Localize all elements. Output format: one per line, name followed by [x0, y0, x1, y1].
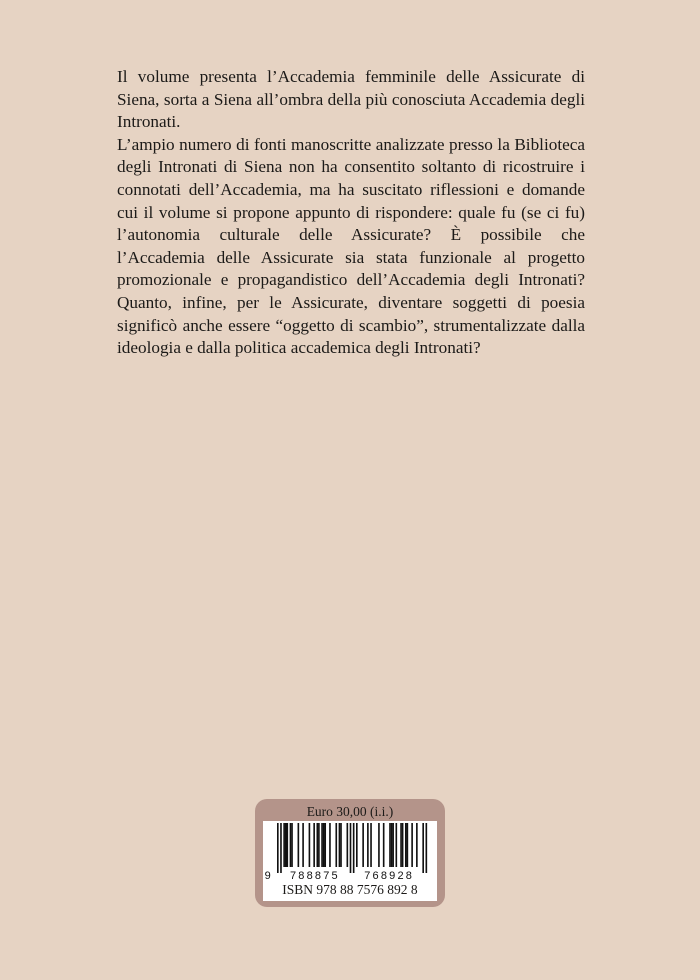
blurb-paragraph-2: L’ampio numero di fonti manoscritte analizzate presso la Biblioteca degli Intronati di Siena non ha consentito soltanto di ricostruire i connotati dell’Accademia, ma ha suscitato riflessioni e domande cui il volume si propone appunto di rispondere: quale fu (se ci fu) l’autonomia culturale delle Assicurate? È possibile che l’Accademia delle Assicurate sia stata funzionale al progetto promozionale e propagandistico dell’Accademia degli Intronati? Quanto, infine, per le Assicurate, diventare soggetti di poesia significò anche essere “oggetto di scambio”, strumentalizzate dalla ideologia e dalla politica accademica degli Intronati? — [117, 134, 585, 358]
barcode-bar — [340, 823, 342, 867]
barcode-bar — [286, 823, 288, 867]
barcode-bar — [291, 823, 293, 867]
barcode-bar — [290, 823, 292, 867]
barcode-guard-bar — [277, 823, 279, 873]
barcode-bar — [318, 823, 320, 867]
barcode-guard-bar — [353, 823, 355, 873]
barcode-bar — [283, 823, 285, 867]
barcode-bar — [335, 823, 337, 867]
barcode-bar — [416, 823, 418, 867]
barcode-bar — [329, 823, 331, 867]
barcode-bar — [392, 823, 394, 867]
barcode-bar — [339, 823, 341, 867]
barcode-bar — [396, 823, 398, 867]
barcode-guard-bar — [350, 823, 352, 873]
barcode-bar — [323, 823, 325, 867]
barcode-bar — [347, 823, 349, 867]
barcode-lead-digit: 9 — [264, 870, 273, 882]
barcode-left-digits: 788875 — [289, 870, 340, 882]
barcode-bar — [400, 823, 402, 867]
barcode-bar — [309, 823, 311, 867]
barcode-bar — [370, 823, 372, 867]
barcode-panel — [263, 821, 437, 901]
price-barcode-box — [255, 799, 445, 907]
barcode-bar — [313, 823, 315, 867]
barcode-right-digits: 768928 — [364, 870, 415, 882]
barcode-bar — [389, 823, 391, 867]
barcode-bar — [302, 823, 304, 867]
isbn-label: ISBN 978 88 7576 892 8 — [282, 882, 418, 897]
barcode-bar — [362, 823, 364, 867]
barcode-bar — [391, 823, 393, 867]
barcode-bar — [321, 823, 323, 867]
blurb-paragraph-1: Il volume presenta l’Accademia femminile delle Assicurate di Siena, sorta a Siena all’ombra della più conosciuta Accademia degli Intronati. — [117, 67, 585, 132]
barcode-bar — [405, 823, 407, 867]
barcode-bar — [298, 823, 300, 867]
ean13-barcode — [263, 821, 437, 883]
barcode-guard-bar — [426, 823, 428, 873]
barcode-guard-bar — [422, 823, 424, 873]
barcode-bar — [411, 823, 413, 867]
barcode-bar — [407, 823, 409, 867]
back-cover-blurb — [117, 66, 585, 360]
barcode-bar — [402, 823, 404, 867]
barcode-bar — [378, 823, 380, 867]
barcode-bar — [356, 823, 358, 867]
barcode-bar — [324, 823, 326, 867]
barcode-bar — [367, 823, 369, 867]
barcode-bar — [285, 823, 287, 867]
barcode-bar — [383, 823, 385, 867]
price-label: Euro 30,00 (i.i.) — [306, 804, 394, 819]
barcode-bar — [317, 823, 319, 867]
barcode-guard-bar — [280, 823, 282, 873]
